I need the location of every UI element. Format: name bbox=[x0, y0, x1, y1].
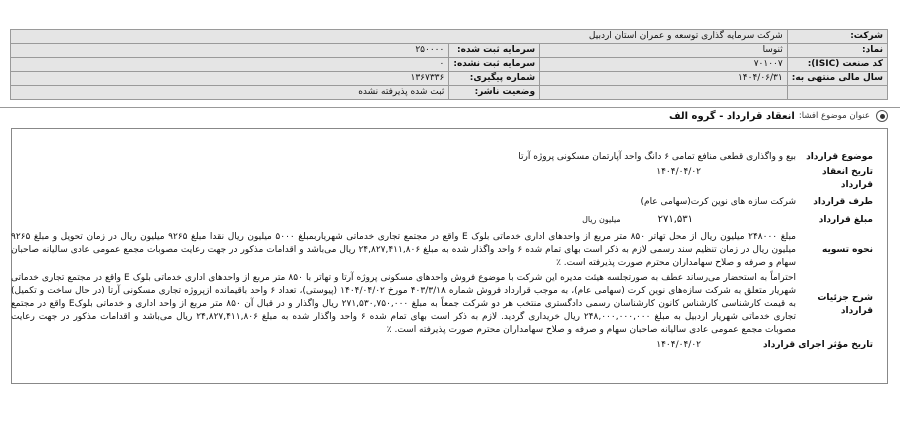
company-info-row bbox=[11, 72, 888, 86]
detail-row-date bbox=[5, 166, 873, 192]
party-label: طرف قرارداد bbox=[813, 197, 873, 207]
date-label: تاریخ انعقاد قرارداد bbox=[822, 167, 873, 190]
empty-cell bbox=[787, 86, 887, 100]
effective-label: تاریخ مؤثر اجرای قرارداد bbox=[763, 340, 873, 350]
date-value: ۱۴۰۴/۰۴/۰۲ bbox=[656, 167, 701, 177]
status-value: ثبت شده پذیرفته نشده bbox=[11, 86, 449, 100]
contract-details-box bbox=[11, 128, 888, 384]
empty-cell bbox=[540, 86, 788, 100]
tracking-label: شماره پیگیری: bbox=[449, 72, 540, 86]
effective-value: ۱۴۰۴/۰۴/۰۲ bbox=[656, 340, 701, 350]
status-label: وضعیت ناشر: bbox=[449, 86, 540, 100]
detail-row-topic bbox=[5, 151, 873, 164]
detail-row-effective bbox=[5, 339, 873, 352]
company-info-row bbox=[11, 86, 888, 100]
isic-label: کد صنعت (ISIC): bbox=[787, 58, 887, 72]
settlement-label: نحوه تسویه bbox=[822, 245, 873, 255]
detail-row-party bbox=[5, 196, 873, 209]
company-info-row bbox=[11, 30, 888, 44]
detail-row-description bbox=[5, 272, 873, 337]
disclosure-subject bbox=[669, 107, 888, 125]
unreg-capital-label: سرمایه ثبت نشده: bbox=[449, 58, 540, 72]
isic-value: ۷۰۱۰۰۷ bbox=[540, 58, 788, 72]
fiscal-value: ۱۴۰۴/۰۶/۳۱ bbox=[540, 72, 788, 86]
party-value: شرکت سازه های نوین کرت(سهامی عام) bbox=[640, 197, 796, 207]
radio-bullet-icon bbox=[876, 110, 888, 122]
company-label: شرکت: bbox=[787, 30, 887, 44]
description-value: احتراماً به استحضار می‌رساند عطف به صورتجلسه هیئت مدیره این شرکت با موضوع فروش واحدهای مسکونی پروژه آرتا و تهاتر با ۸۵۰ متر مربع از واحدهای اداری خدماتی بلوک E واقع در مجتمع تجاری خدماتی شهریار متعلق به شرکت سازه‌های نوین کرت (سهامی عام)، به موجب قرارداد فروش شماره ۴۰۳/۳/۱۸ مورخ ۱۴۰۴/۰۴/۰۲ (پیوستی)، تعداد ۶ واحد باقیمانده ازپروژه تجاری مسکونی آرتا (در حال ساخت و تکمیل) به قیمت کارشناسی کارشناس کانون کارشناسان رسمی دادگستری منتخب هر دو شرکت جمعاً به مبلغ ۲۷۱,۵۳۰,۷۵۰,۰۰۰ ریال واگذار و در قبال آن ۸۵۰ متر مربع از واحد اداری و خدماتی بلوکE واقع در مجتمع تجاری خدماتی شهریار اردبیل به مبلغ ۲۴۸,۰۰۰,۰۰۰,۰۰۰ ریال خریداری گردید. لازم به ذکر است بهای تمام شده ۶ واحد واگذار شده به مبلغ ۲۴,۸۲۷,۴۱۱,۸۰۶ ریال می‌باشد و اقدامات مذکور در جهت رعایت مصوبات مجمع عمومی عادی سالیانه صاحبان سهام و صرفه و صلاح سهامداران محترم صورت پذیرفته است. ٪ bbox=[11, 273, 797, 335]
amount-value: ۲۷۱,۵۳۱ bbox=[657, 214, 693, 225]
detail-row-amount bbox=[5, 213, 873, 227]
company-value: شرکت سرمایه گذاری توسعه و عمران استان اردبیل bbox=[11, 30, 788, 44]
company-info-row bbox=[11, 58, 888, 72]
subject-value: انعقاد قرارداد - گروه الف bbox=[668, 110, 795, 122]
amount-label: مبلغ قرارداد bbox=[818, 214, 873, 225]
amount-cell bbox=[5, 213, 796, 227]
subject-label: عنوان موضوع افشا: bbox=[798, 111, 870, 121]
symbol-value: ثنوسا bbox=[540, 44, 788, 58]
reg-capital-value: ۲۵۰۰۰۰ bbox=[11, 44, 449, 58]
detail-row-settlement bbox=[5, 231, 873, 270]
unreg-capital-value: ۰ bbox=[11, 58, 449, 72]
topic-value: بیع و واگذاری قطعی منافع تمامی ۶ دانگ واحد آپارتمان مسکونی پروژه آرتا bbox=[518, 152, 796, 162]
reg-capital-label: سرمایه ثبت شده: bbox=[449, 44, 540, 58]
contract-details bbox=[5, 151, 873, 354]
description-label: شرح جزئیات قرارداد bbox=[817, 292, 873, 316]
topic-label: موضوع قرارداد bbox=[806, 152, 873, 162]
symbol-label: نماد: bbox=[787, 44, 887, 58]
settlement-value: مبلغ ۲۴۸۰۰۰ میلیون ریال از محل تهاتر ۸۵۰ متر مربع از واحدهای اداری خدماتی بلوک E واقع در مجتمع تجاری خدماتی شهریاربمبلغ ۵۰۰۰ میلیون ریال نقدا مبلغ ۹۲۶۵ میلیون ریال در زمان تحویل و مبلغ ۹۲۶۵ میلیون ریال در زمان تنظیم سند رسمی لازم به ذکر است بهای تمام شده ۶ واحد واگذار شده به مبلغ ۲۴,۸۲۷,۴۱۱,۸۰۶ ریال می‌باشد و اقدامات مذکور در جهت رعایت مصوبات مجمع عمومی عادی سالیانه صاحبان سهام و صرفه و صلاح سهامداران محترم صورت پذیرفته است. ٪ bbox=[11, 232, 797, 268]
tracking-value: ۱۳۶۷۳۳۶ bbox=[11, 72, 449, 86]
company-info-row bbox=[11, 44, 888, 58]
company-info-table bbox=[10, 29, 888, 100]
fiscal-label: سال مالی منتهی به: bbox=[787, 72, 887, 86]
amount-unit: میلیون ریال bbox=[582, 215, 621, 224]
